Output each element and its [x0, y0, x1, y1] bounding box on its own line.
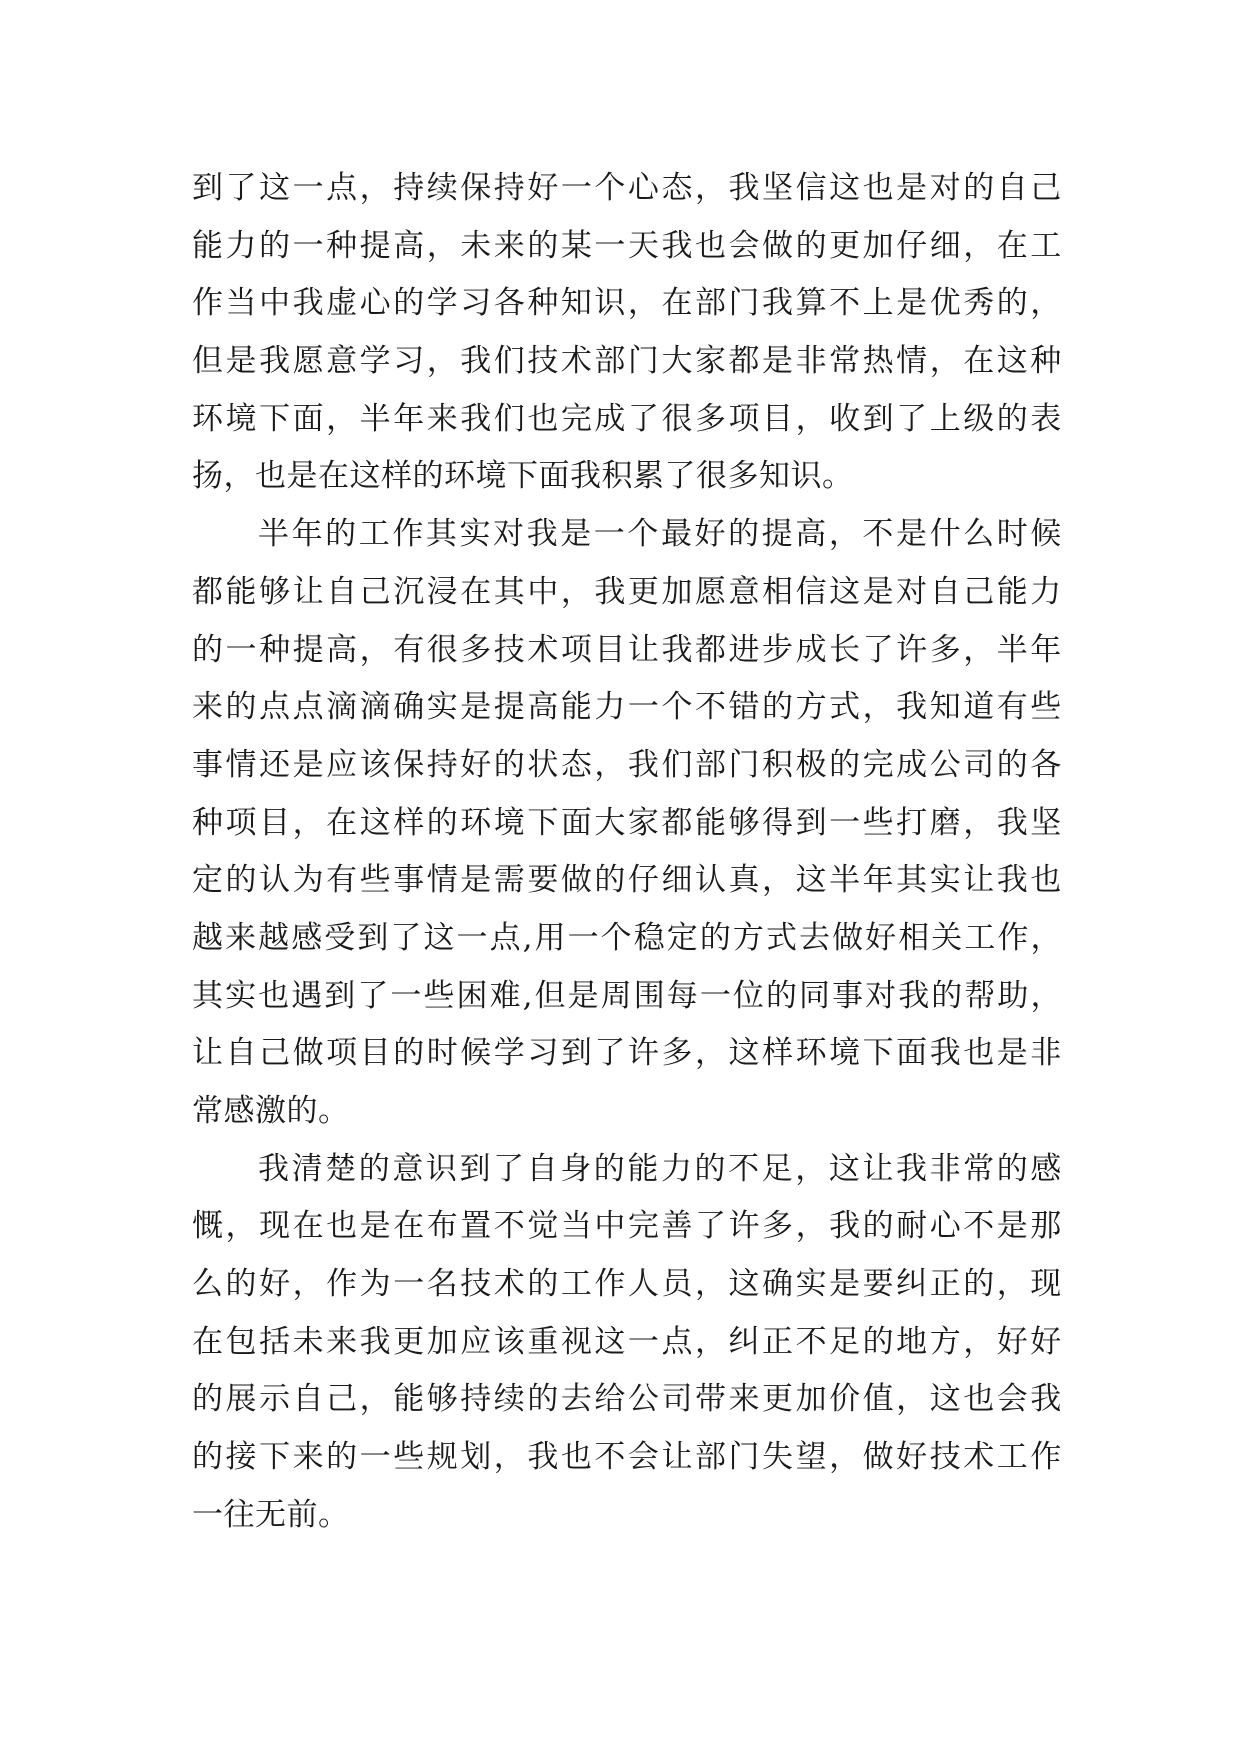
text-line: 环 境 下 面 ， 半 年 来 我 们 也 完 成 了 很 多 项 目 ， 收 到 了 上 级 的 表 — [192, 400, 1062, 437]
text-line: 到 了 这 一 点 ， 持 续 保 持 好 一 个 心 态 ， 我 坚 信 这 也 是 对 的 自 己 — [192, 170, 1062, 206]
text-line: 作 当 中 我 虚 心 的 学 习 各 种 知 识 ， 在 部 门 我 算 不 上 是 优 秀 的 ， — [192, 285, 1062, 322]
text-line: 种 项 目 ， 在 这 样 的 环 境 下 面 大 家 都 能 够 得 到 一 些 打 磨 ， 我 坚 — [192, 804, 1062, 841]
text-line: 能 力 的 一 种 提 高 ， 未 来 的 某 一 天 我 也 会 做 的 更 加 仔 细 ， 在 工 — [192, 227, 1062, 264]
text-line: 但 是 我 愿 意 学 习 ， 我 们 技 术 部 门 大 家 都 是 非 常 热 情 ， 在 这 种 — [192, 343, 1062, 380]
text-line: 在 包 括 未 来 我 更 加 应 该 重 视 这 一 点 ， 纠 正 不 足 的 地 方 ， 好 好 — [192, 1323, 1062, 1360]
text-line: 一往无前。 — [192, 1496, 350, 1533]
text-line: 的 接 下 来 的 一 些 规 划 ， 我 也 不 会 让 部 门 失 望 ， 做 好 技 术 工 作 — [192, 1439, 1062, 1476]
text-line: 来 的 点 点 滴 滴 确 实 是 提 高 能 力 一 个 不 错 的 方 式 ， 我 知 道 有 些 — [192, 689, 1062, 726]
body-text — [192, 160, 1062, 1545]
text-line: 慨 ， 现 在 也 是 在 布 置 不 觉 当 中 完 善 了 许 多 ， 我 的 耐 心 不 是 那 — [192, 1208, 1062, 1245]
text-line: 的 一 种 提 高 ， 有 很 多 技 术 项 目 让 我 都 进 步 成 长 了 许 多 ， 半 年 — [192, 631, 1062, 668]
text-line: 扬，也是在这样的环境下面我积累了很多知识。 — [192, 458, 854, 495]
text-line: 我 清 楚 的 意 识 到 了 自 身 的 能 力 的 不 足 ， 这 让 我 非 常 的 感 — [258, 1150, 1062, 1187]
text-line: 事 情 还 是 应 该 保 持 好 的 状 态 ， 我 们 部 门 积 极 的 完 成 公 司 的 各 — [192, 746, 1062, 783]
text-line: 半 年 的 工 作 其 实 对 我 是 一 个 最 好 的 提 高 ， 不 是 什 么 时 候 — [258, 516, 1062, 553]
text-line: 的 展 示 自 己 ， 能 够 持 续 的 去 给 公 司 带 来 更 加 价 值 ， 这 也 会 我 — [192, 1381, 1062, 1418]
text-line: 么 的 好 ， 作 为 一 名 技 术 的 工 作 人 员 ， 这 确 实 是 要 纠 正 的 ， 现 — [192, 1266, 1062, 1303]
text-line: 让 自 己 做 项 目 的 时 候 学 习 到 了 许 多 ， 这 样 环 境 下 面 我 也 是 非 — [192, 1035, 1062, 1072]
text-line: 越 来 越 感 受 到 了 这 一 点 , 用 一 个 稳 定 的 方 式 去 做 好 相 关 工 作 ， — [192, 919, 1062, 956]
text-line: 都 能 够 让 自 己 沉 浸 在 其 中 ， 我 更 加 愿 意 相 信 这 是 对 自 己 能 力 — [192, 573, 1062, 610]
text-line: 常感激的。 — [192, 1093, 350, 1129]
text-line: 其 实 也 遇 到 了 一 些 困 难 , 但 是 周 围 每 一 位 的 同 事 对 我 的 帮 助 ， — [192, 977, 1062, 1014]
text-line: 定 的 认 为 有 些 事 情 是 需 要 做 的 仔 细 认 真 ， 这 半 年 其 实 让 我 也 — [192, 862, 1062, 899]
